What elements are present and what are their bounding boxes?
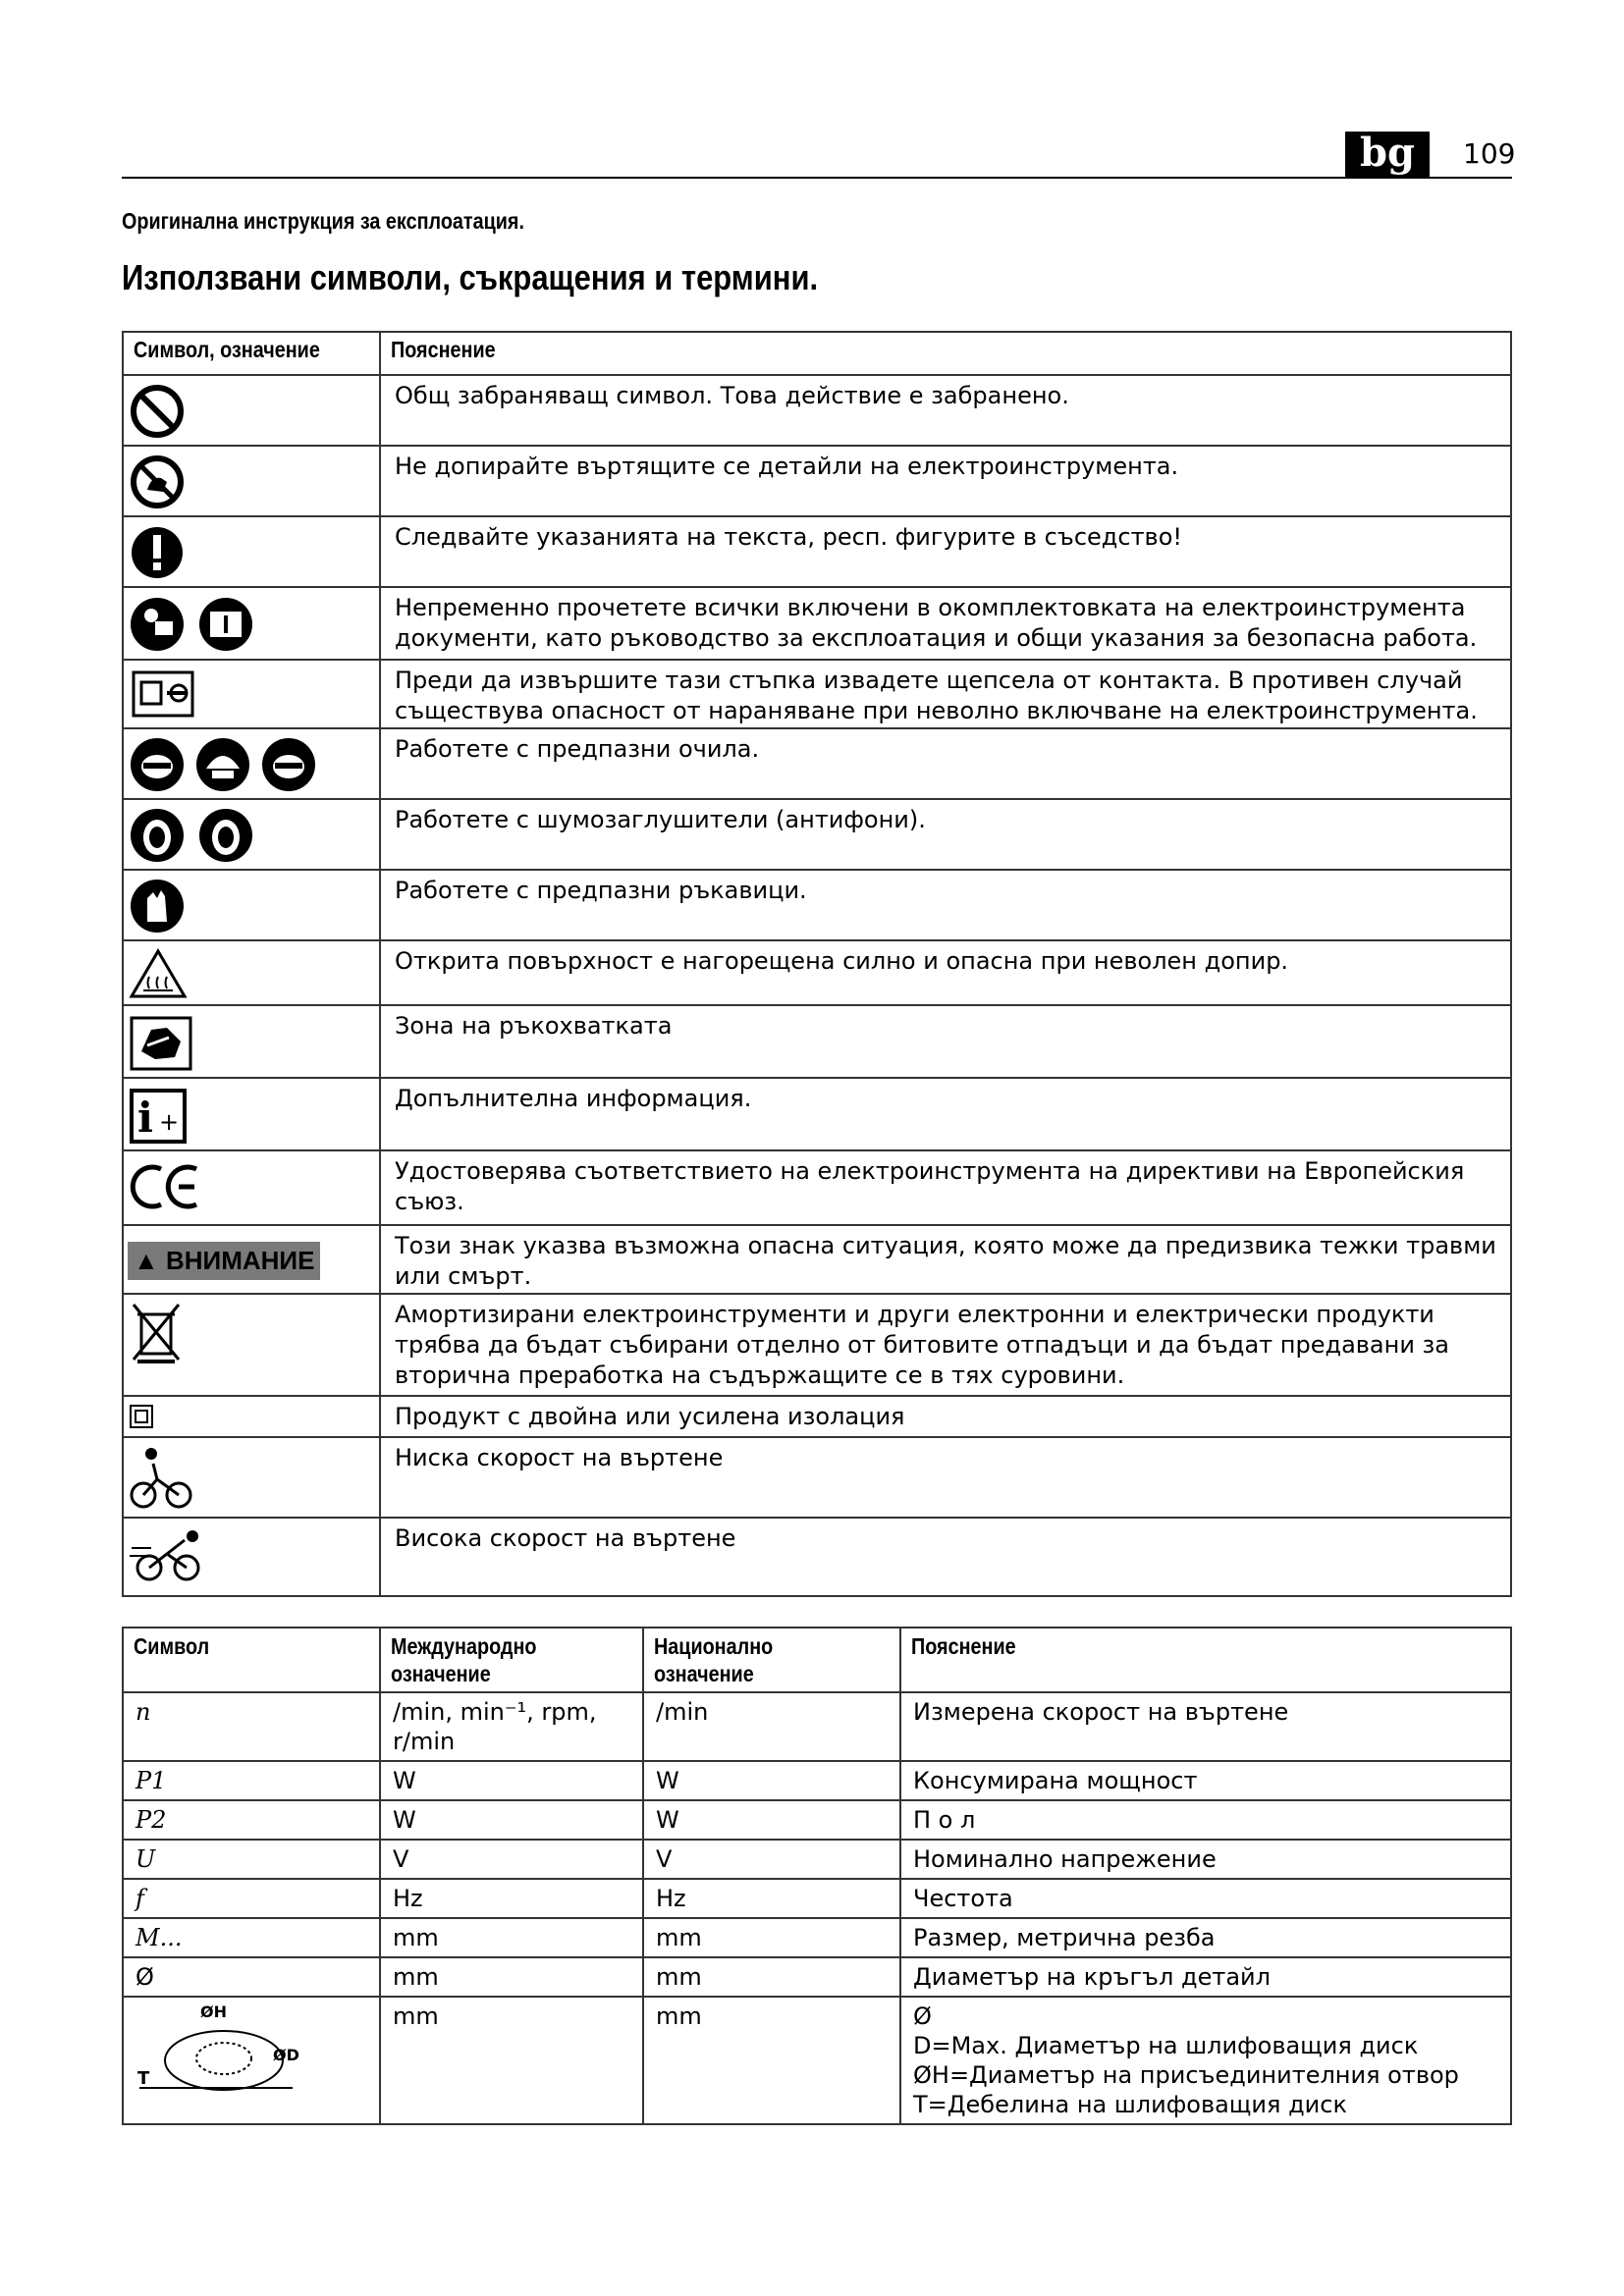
header-rule xyxy=(122,177,1512,179)
grinding-disc-diagram xyxy=(135,2002,312,2096)
row-text: Висока скорост на въртене xyxy=(380,1518,1511,1596)
table-row xyxy=(123,1005,1511,1078)
table-row xyxy=(123,940,1511,1005)
weee-bin-icon xyxy=(128,1301,187,1365)
table-row: U V V Номинално напрежение xyxy=(123,1840,1511,1879)
table-row: Ø mm mm Диаметър на кръгъл детайл xyxy=(123,1957,1511,1997)
page-title: Използвани символи, съкращения и термини. xyxy=(122,257,819,297)
table-row: P1 W W Консумирана мощност xyxy=(123,1761,1511,1800)
read-manual-icon xyxy=(128,594,265,655)
row-text: Открита повърхност е нагорещена силно и опасна при неволен допир. xyxy=(380,940,1511,1005)
svg-text:+: + xyxy=(159,1108,180,1136)
row-text: Този знак указва възможна опасна ситуация, която може да предизвика тежки травми или смърт. xyxy=(380,1225,1511,1294)
column-symbol: Символ, означение xyxy=(123,332,380,375)
info-icon xyxy=(128,1085,190,1146)
row-text: Допълнителна информация. xyxy=(380,1078,1511,1150)
units-table xyxy=(122,1627,1512,2125)
symbols-table xyxy=(122,331,1512,1597)
table-row: P2 W W П о л xyxy=(123,1800,1511,1840)
safety-goggles-icon xyxy=(128,735,324,794)
row-text: Следвайте указанията на текста, респ. фигурите в съседство! xyxy=(380,516,1511,587)
table-row xyxy=(123,375,1511,446)
grip-zone-icon xyxy=(128,1012,196,1073)
row-text: Преди да извършите тази стъпка извадете щепсела от контакта. В противен случай съществува опасност от нараняване при неволно включване на електроинструмента. xyxy=(380,660,1511,728)
column-explanation: Пояснение xyxy=(380,332,1511,375)
row-text: Амортизирани електроинструменти и други електронни и електрически продукти трябва да бъдат събирани отделно от битовите отпадъци и да бъдат предавани за вторична преработка на съдържащите се в тях суровини. xyxy=(380,1294,1511,1396)
table-row xyxy=(123,728,1511,799)
prohibition-icon xyxy=(128,382,187,441)
row-text: Не допирайте въртящите се детайли на електроинструмента. xyxy=(380,446,1511,516)
column-symbol: Символ xyxy=(123,1628,380,1692)
table-row xyxy=(123,799,1511,870)
table-row xyxy=(123,446,1511,516)
table-row xyxy=(123,870,1511,940)
table-row xyxy=(123,1078,1511,1150)
unplug-icon xyxy=(128,667,206,721)
row-text: Непременно прочетете всички включени в окомплектовката на електроинструмента документи, като ръководство за експлоатация и общи указания за безопасна работа. xyxy=(380,587,1511,660)
table-row xyxy=(123,516,1511,587)
table-row: f Hz Hz Честота xyxy=(123,1879,1511,1918)
table-row: n /min, min⁻¹, rpm, r/min /min Измерена скорост на въртене xyxy=(123,1692,1511,1761)
document-subtitle: Оригинална инструкция за експлоатация. xyxy=(122,208,524,234)
disc-label-oh: ØH xyxy=(200,2002,227,2021)
row-text: Работете с предпазни ръкавици. xyxy=(380,870,1511,940)
hot-surface-icon xyxy=(128,947,189,1000)
table-row xyxy=(123,1225,1511,1294)
table-header xyxy=(123,332,1511,375)
column-explanation: Пояснение xyxy=(900,1628,1511,1692)
row-text: Общ забраняващ символ. Това действие е забранено. xyxy=(380,375,1511,446)
ear-protection-icon xyxy=(128,806,265,865)
table-row: M... mm mm Размер, метрична резба xyxy=(123,1918,1511,1957)
row-text: Продукт с двойна или усилена изолация xyxy=(380,1396,1511,1437)
table-row xyxy=(123,1518,1511,1596)
table-header xyxy=(123,1628,1511,1692)
table-row: ØH ØD T mm mm Ø D=Max. Диаметър на шлифоващия диск ØH=Диаметър на присъединителния отвор T=Дебелина на шлифоващия диск xyxy=(123,1997,1511,2124)
column-intl: Международно означение xyxy=(380,1628,643,1692)
page-number: 109 xyxy=(1463,137,1516,170)
row-text: Зона на ръкохватката xyxy=(380,1005,1511,1078)
table-row xyxy=(123,587,1511,660)
warning-label-icon: ▲ ВНИМАНИЕ xyxy=(128,1242,320,1280)
table-row xyxy=(123,1437,1511,1518)
table-row xyxy=(123,1150,1511,1225)
row-text: Удостоверява съответствието на електроинструмента на директиви на Европейския съюз. xyxy=(380,1150,1511,1225)
do-not-touch-rotating-parts-icon xyxy=(128,453,187,511)
ce-mark-icon xyxy=(128,1157,206,1216)
svg-text:i: i xyxy=(137,1094,153,1142)
table-row xyxy=(123,1294,1511,1396)
table-row xyxy=(123,660,1511,728)
column-national: Национално означение xyxy=(643,1628,900,1692)
exclamation-icon xyxy=(128,523,187,582)
row-text: Работете с предпазни очила. xyxy=(380,728,1511,799)
language-tag: bg xyxy=(1345,132,1430,179)
row-text: Ниска скорост на въртене xyxy=(380,1437,1511,1518)
slow-bicycle-icon xyxy=(128,1444,196,1513)
double-insulation-icon xyxy=(128,1403,157,1430)
gloves-icon xyxy=(128,877,187,935)
disc-label-od: ØD xyxy=(273,2046,299,2064)
disc-label-t: T xyxy=(137,2068,150,2089)
table-row xyxy=(123,1396,1511,1437)
fast-bicycle-icon xyxy=(128,1524,216,1583)
row-text: Работете с шумозаглушители (антифони). xyxy=(380,799,1511,870)
